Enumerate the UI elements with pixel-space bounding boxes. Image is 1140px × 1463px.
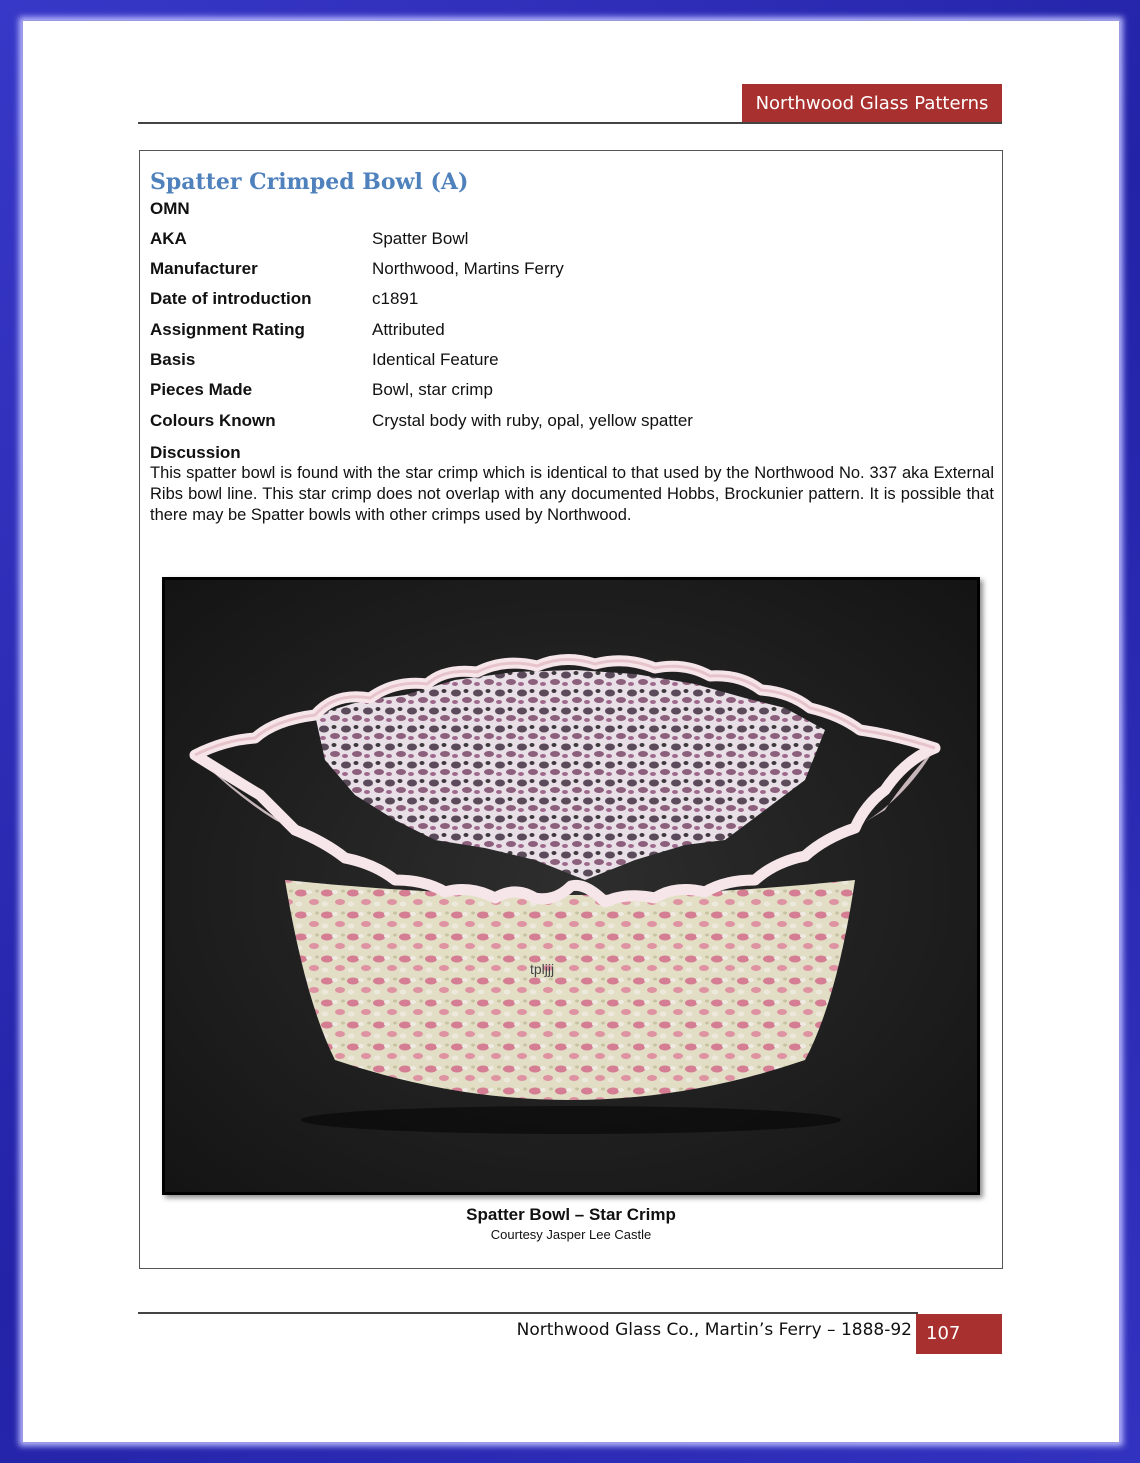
page-number-badge: 107: [916, 1314, 1002, 1354]
footer-rule: [138, 1312, 918, 1314]
photo-caption-title: Spatter Bowl – Star Crimp: [466, 1205, 676, 1224]
footer-book-title: Northwood Glass Co., Martin’s Ferry – 1888-92: [516, 1320, 912, 1340]
document-page: [22, 20, 1120, 1443]
field-label: Basis: [150, 350, 196, 369]
field-label: Colours Known: [150, 411, 276, 430]
field-label: Assignment Rating: [150, 320, 305, 339]
bowl-photo: [162, 577, 980, 1195]
entry-title: Spatter Crimped Bowl (A): [150, 169, 469, 195]
omn-label: OMN: [150, 199, 190, 218]
entry-box: [139, 150, 1003, 1269]
field-value: Attributed: [372, 320, 445, 339]
field-value: c1891: [372, 289, 419, 308]
field-value: Identical Feature: [372, 350, 499, 369]
field-label: Pieces Made: [150, 380, 253, 399]
field-label: Manufacturer: [150, 259, 258, 278]
field-value: Crystal body with ruby, opal, yellow spatter: [372, 411, 693, 430]
photo-watermark: tpljjj: [530, 961, 555, 977]
field-value: Bowl, star crimp: [372, 380, 493, 399]
photo-caption-credit: Courtesy Jasper Lee Castle: [490, 1227, 652, 1242]
header-section-badge: Northwood Glass Patterns: [742, 84, 1002, 124]
field-value: Spatter Bowl: [372, 229, 469, 248]
field-value: Northwood, Martins Ferry: [372, 259, 564, 278]
field-label: AKA: [150, 229, 187, 248]
header-rule: [138, 122, 1002, 124]
field-label: Date of introduction: [150, 289, 312, 308]
discussion-heading: Discussion: [150, 443, 241, 462]
discussion-text: This spatter bowl is found with the star crimp which is identical to that used by the Northwood No. 337 aka External Ribs bowl line. This star crimp does not overlap with any documented Hobbs, Brockunier pattern. It is possible that there may be Spatter bowls with other crimps used by Northwood.: [150, 464, 994, 524]
